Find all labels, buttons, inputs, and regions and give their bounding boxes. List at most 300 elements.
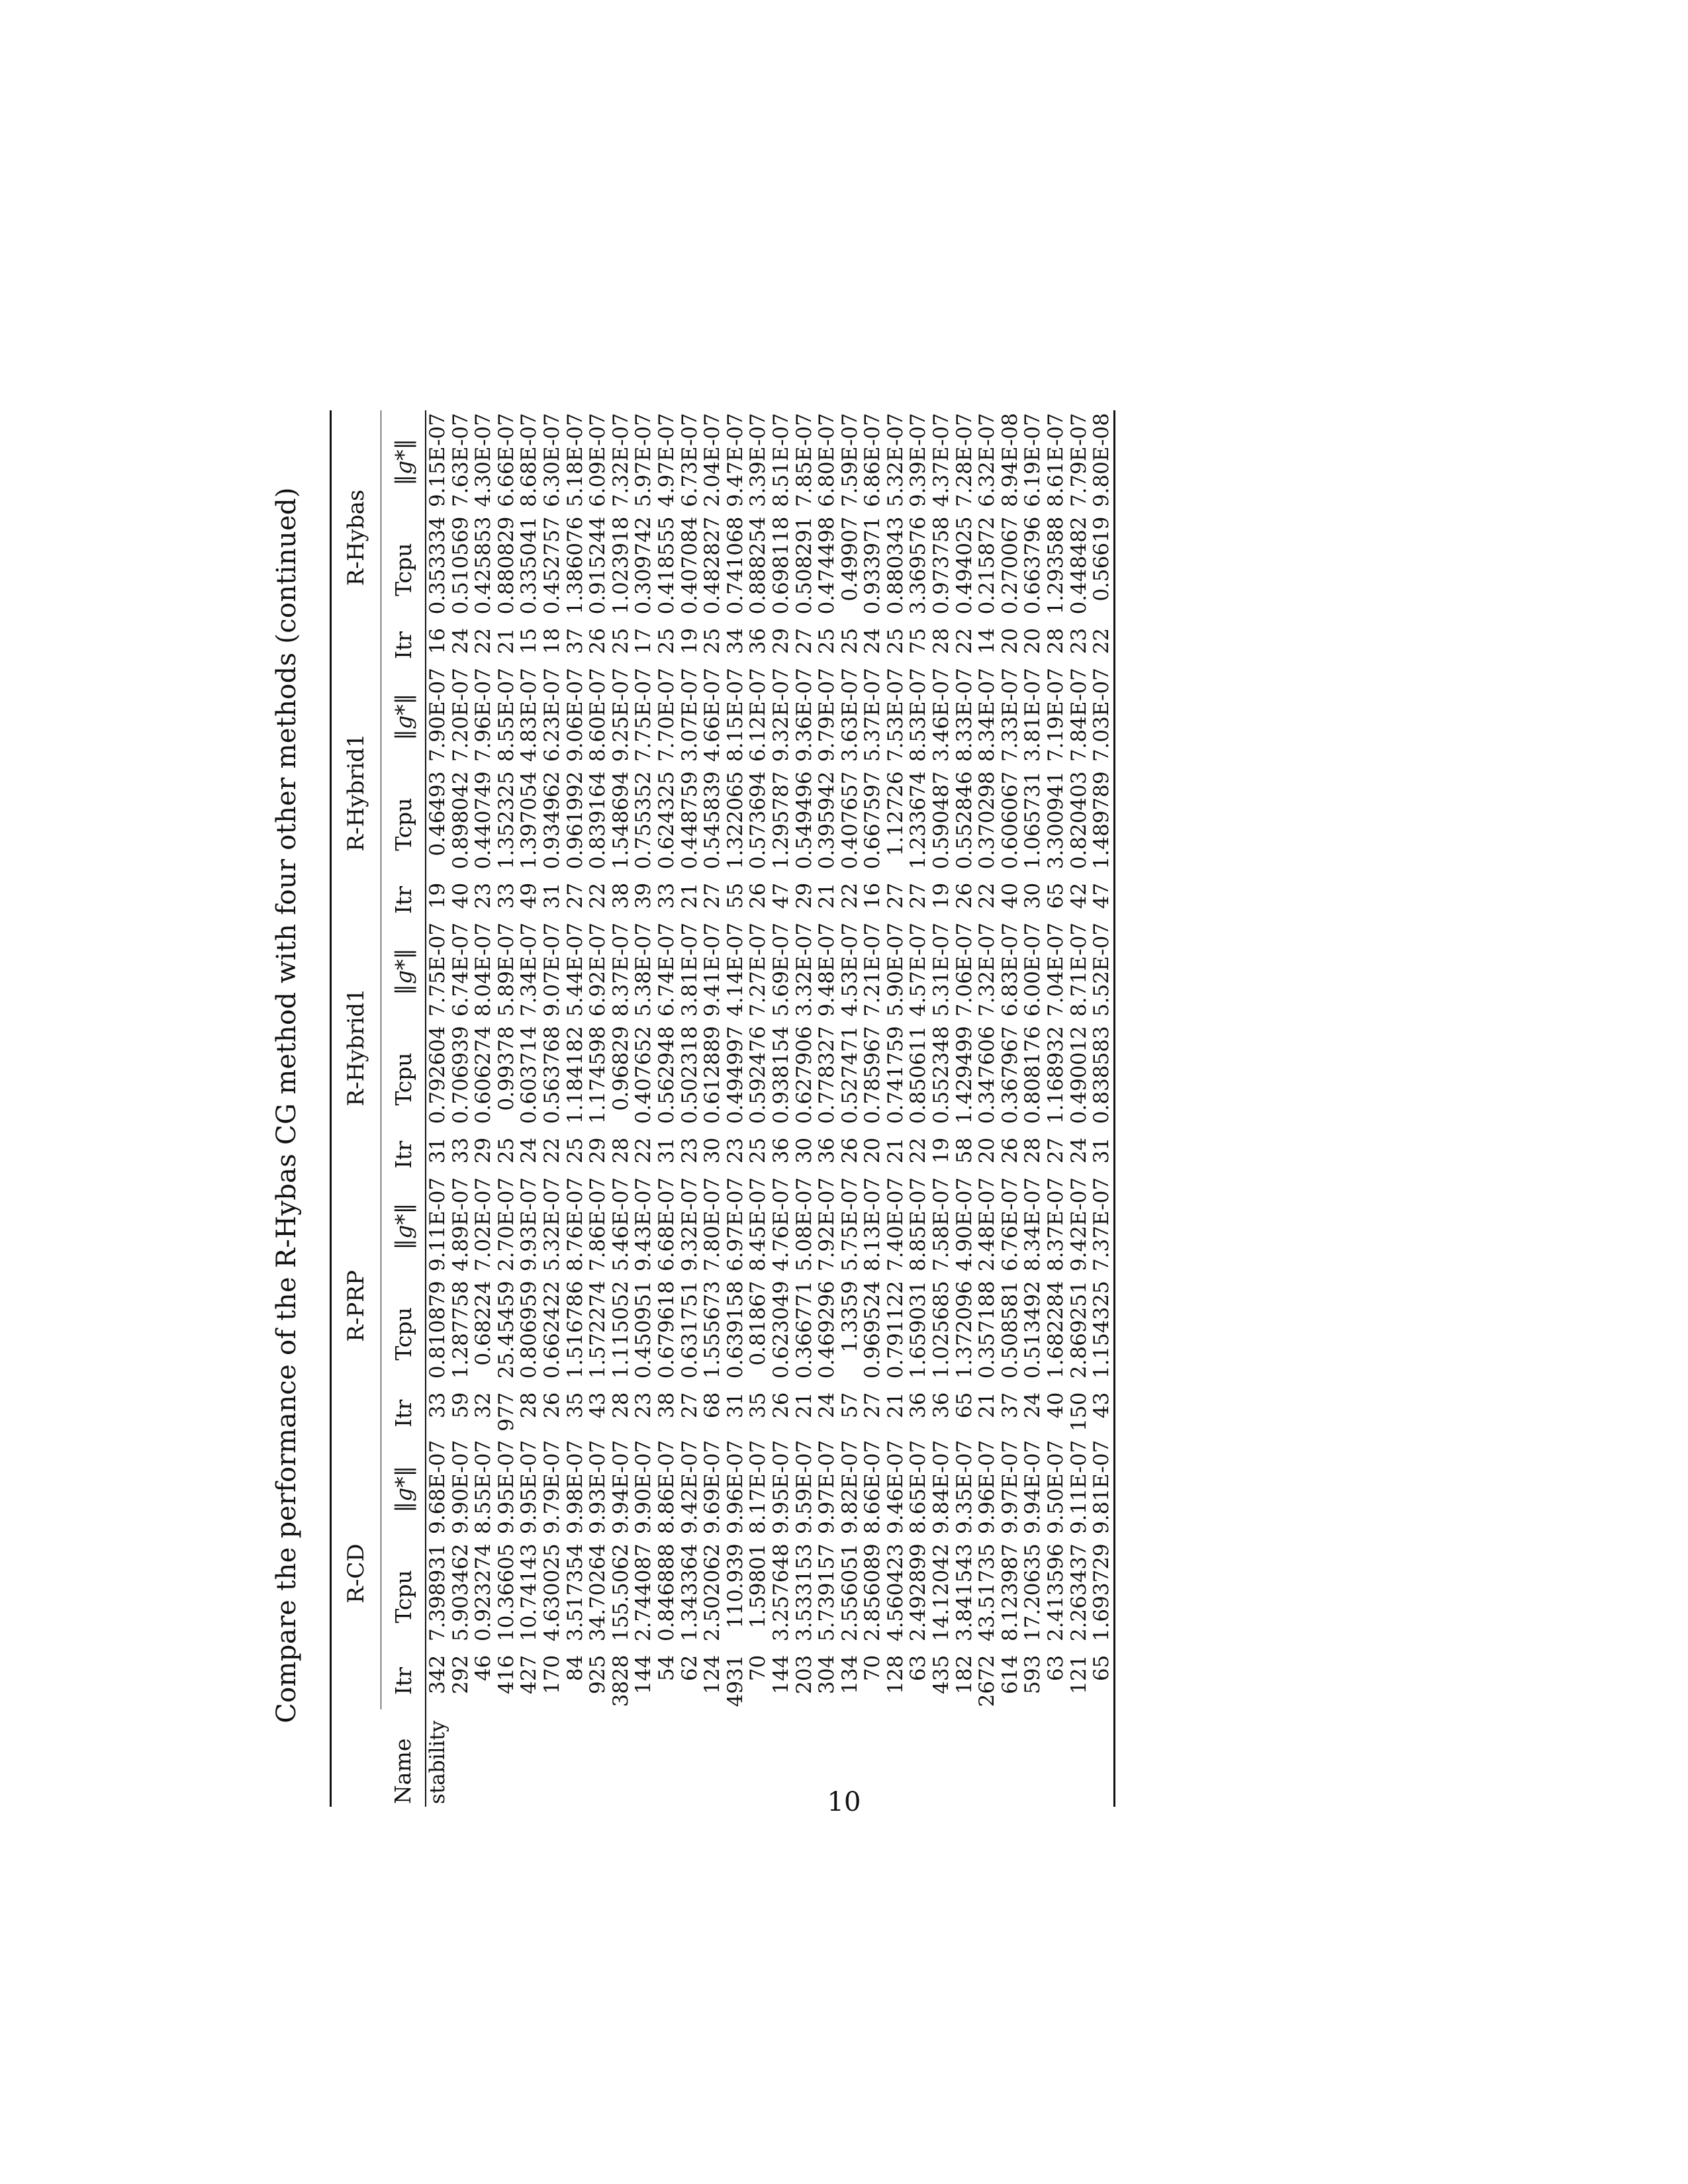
cell-gnorm: 4.53E-07 [837,922,862,1017]
table-row [953,410,976,1807]
cell-gnorm: 4.90E-07 [952,1177,976,1272]
cell-tcpu: 0.810879 [426,1281,449,1379]
cell-itr: 31 [654,1137,679,1164]
cell-tcpu: 0.407652 [632,1026,656,1124]
cell-itr: 203 [792,1655,816,1694]
cell-tcpu: 0.335041 [517,516,541,615]
cell-gnorm: 7.58E-07 [929,1177,954,1272]
cell-gnorm: 5.44E-07 [563,922,587,1017]
cell-gnorm: 8.86E-07 [654,1439,679,1534]
cell-gnorm: 9.06E-07 [563,668,587,762]
cell-itr: 36 [906,1392,931,1419]
cell-tcpu: 8.123987 [998,1543,1022,1642]
cell-tcpu: 1.293588 [1044,516,1068,615]
cell-tcpu: 1.682284 [1044,1281,1068,1379]
cell-itr: 3828 [608,1655,633,1707]
problem-name-cell: stability [426,1720,449,1804]
cell-itr: 19 [929,882,954,909]
table-row [930,410,953,1807]
cell-tcpu: 1.3359 [837,1281,862,1353]
subheader-itr-4: Itr [381,625,426,665]
group-header-rprp: R-PRP [331,1175,381,1437]
cell-gnorm: 7.86E-07 [586,1177,610,1272]
cell-itr: 26 [998,1137,1022,1164]
cell-gnorm: 7.96E-07 [471,668,496,762]
cell-tcpu: 0.347606 [975,1026,1000,1124]
cell-gnorm: 9.96E-07 [723,1439,747,1534]
cell-itr: 20 [975,1137,1000,1164]
table-caption: Compare the performance of the R-Hybas CG method with four other methods (continued) [271,487,302,1723]
page-number: 10 [827,1787,861,1817]
name-header: Name [381,1709,426,1807]
cell-gnorm: 7.75E-07 [426,922,449,1017]
cell-itr: 40 [998,882,1022,909]
table-row [861,410,884,1807]
cell-gnorm: 4.66E-07 [700,668,725,762]
cell-gnorm: 4.37E-07 [929,413,954,508]
cell-gnorm: 3.81E-07 [1021,668,1045,762]
cell-tcpu: 5.903462 [448,1543,473,1642]
cell-gnorm: 9.35E-07 [952,1439,976,1534]
cell-tcpu: 0.513492 [1021,1281,1045,1379]
cell-itr: 31 [426,1137,449,1164]
cell-gnorm: 9.50E-07 [1044,1439,1068,1534]
cell-gnorm: 9.25E-07 [608,668,633,762]
cell-itr: 27 [563,882,587,909]
cell-gnorm: 9.93E-07 [586,1439,610,1534]
cell-tcpu: 3.300941 [1044,771,1068,870]
cell-itr: 47 [1090,880,1114,920]
cell-tcpu: 0.482827 [700,516,725,615]
cell-tcpu: 0.527471 [837,1026,862,1124]
group-header-rhybrid1-a: R-Hybrid1 [331,920,381,1175]
cell-tcpu: 110.939 [723,1543,747,1629]
table-row [816,410,839,1807]
cell-itr: 47 [769,882,793,909]
cell-gnorm: 6.12E-07 [746,668,771,762]
cell-itr: 36 [746,627,771,655]
cell-itr: 35 [746,1392,771,1419]
cell-gnorm: 7.03E-07 [1090,665,1114,768]
subheader-itr-0: Itr [381,1653,426,1710]
cell-tcpu: 0.96829 [608,1026,633,1111]
cell-itr: 25 [746,1137,771,1164]
cell-tcpu: 0.808176 [1021,1026,1045,1124]
cell-tcpu: 0.839164 [586,771,610,870]
cell-itr: 26 [586,627,610,655]
cell-gnorm: 6.80E-07 [815,413,839,508]
cell-gnorm: 3.81E-07 [677,922,702,1017]
cell-itr: 24 [861,627,885,655]
cell-itr: 23 [632,1392,656,1419]
cell-gnorm: 7.20E-07 [448,668,473,762]
cell-itr: 22 [906,1137,931,1164]
cell-tcpu: 0.68224 [471,1281,496,1366]
cell-gnorm: 9.46E-07 [883,1439,908,1534]
cell-gnorm: 3.63E-07 [837,668,862,762]
cell-tcpu: 1.572274 [586,1281,610,1379]
cell-tcpu: 17.20635 [1021,1543,1045,1642]
cell-itr: 65 [1090,1653,1114,1710]
cell-tcpu: 0.706939 [448,1026,473,1124]
cell-gnorm: 7.53E-07 [883,668,908,762]
cell-gnorm: 8.37E-07 [608,922,633,1017]
cell-itr: 144 [632,1655,656,1694]
cell-itr: 121 [1066,1655,1091,1694]
cell-itr: 4931 [723,1655,747,1707]
cell-tcpu: 0.820403 [1066,771,1091,870]
cell-tcpu: 2.856089 [861,1543,885,1642]
cell-tcpu: 0.46493 [426,771,449,856]
cell-gnorm: 2.04E-07 [700,413,725,508]
cell-gnorm: 6.19E-07 [1021,413,1045,508]
cell-tcpu: 155.5062 [608,1543,633,1642]
cell-tcpu: 1.065731 [1021,771,1045,870]
table-row [518,410,541,1807]
cell-tcpu: 0.562948 [654,1026,679,1124]
cell-itr: 38 [654,1392,679,1419]
cell-itr: 29 [586,1137,610,1164]
cell-tcpu: 0.99378 [494,1026,518,1111]
table-row [1090,410,1114,1807]
group-header-rcd: R-CD [331,1437,381,1709]
cell-tcpu: 1.659031 [906,1281,931,1379]
cell-itr: 70 [861,1655,885,1682]
cell-itr: 128 [883,1655,908,1694]
cell-gnorm: 8.61E-07 [1044,413,1068,508]
cell-gnorm: 2.70E-07 [494,1177,518,1272]
cell-gnorm: 5.08E-07 [792,1177,816,1272]
cell-tcpu: 0.490012 [1066,1026,1091,1124]
cell-itr: 977 [494,1392,518,1432]
cell-gnorm: 3.39E-07 [746,413,771,508]
cell-tcpu: 1.555673 [700,1281,725,1379]
cell-gnorm: 9.80E-08 [1090,410,1114,514]
cell-itr: 24 [1021,1392,1045,1419]
cell-tcpu: 0.448759 [677,771,702,870]
cell-gnorm: 7.85E-07 [792,413,816,508]
cell-tcpu: 0.792604 [426,1026,449,1124]
cell-itr: 22 [632,1137,656,1164]
cell-gnorm: 8.04E-07 [471,922,496,1017]
cell-tcpu: 0.215872 [975,516,1000,615]
cell-gnorm: 7.27E-07 [746,922,771,1017]
cell-gnorm: 6.30E-07 [539,413,564,508]
cell-itr: 84 [563,1655,587,1682]
cell-itr: 23 [471,882,496,909]
cell-tcpu: 34.70264 [586,1543,610,1642]
cell-itr: 614 [998,1655,1022,1694]
table-row [449,410,473,1807]
subheader-itr-1: Itr [381,1390,426,1437]
cell-itr: 22 [586,882,610,909]
cell-tcpu: 1.12726 [883,771,908,856]
cell-tcpu: 0.667597 [861,771,885,870]
cell-tcpu: 0.549496 [792,771,816,870]
cell-tcpu: 4.560423 [883,1543,908,1642]
cell-tcpu: 43.51735 [975,1543,1000,1642]
cell-tcpu: 0.961992 [563,771,587,870]
cell-tcpu: 7.398931 [426,1543,449,1642]
cell-itr: 54 [654,1655,679,1682]
table-row [999,410,1022,1807]
cell-tcpu: 0.679618 [654,1281,679,1379]
cell-itr: 21 [815,882,839,909]
cell-itr: 40 [448,882,473,909]
cell-gnorm: 9.32E-07 [677,1177,702,1272]
cell-tcpu: 0.590487 [929,771,954,870]
cell-gnorm: 6.83E-07 [998,922,1022,1017]
table-row [564,410,587,1807]
cell-gnorm: 6.23E-07 [539,668,564,762]
cell-itr: 21 [792,1392,816,1419]
cell-tcpu: 0.969524 [861,1281,885,1379]
cell-tcpu: 2.869251 [1066,1281,1091,1379]
cell-gnorm: 6.92E-07 [586,922,610,1017]
cell-tcpu: 0.838583 [1090,1023,1114,1134]
group-header-row [331,410,381,1807]
cell-itr: 63 [906,1655,931,1682]
subheader-tcpu-3: Tcpu [381,768,426,880]
cell-tcpu: 0.367967 [998,1026,1022,1124]
cell-itr: 17 [632,627,656,655]
cell-tcpu: 1.397054 [517,771,541,870]
cell-tcpu: 0.850611 [906,1026,931,1124]
cell-itr: 37 [563,627,587,655]
cell-itr: 14 [975,627,1000,655]
cell-itr: 593 [1021,1655,1045,1694]
cell-tcpu: 1.352325 [494,771,518,870]
cell-gnorm: 7.04E-07 [1044,922,1068,1017]
cell-gnorm: 8.17E-07 [746,1439,771,1534]
cell-tcpu: 2.744087 [632,1543,656,1642]
cell-gnorm: 7.40E-07 [883,1177,908,1272]
cell-itr: 28 [608,1392,633,1419]
cell-tcpu: 2.556051 [837,1543,862,1642]
cell-tcpu: 0.452757 [539,516,564,615]
cell-gnorm: 5.32E-07 [883,413,908,508]
cell-tcpu: 0.357188 [975,1281,1000,1379]
table-row [884,410,908,1807]
cell-gnorm: 8.60E-07 [586,668,610,762]
cell-itr: 19 [677,627,702,655]
cell-tcpu: 0.639158 [723,1281,747,1379]
table-row [724,410,747,1807]
cell-itr: 342 [426,1655,449,1694]
cell-gnorm: 9.81E-07 [1090,1437,1114,1541]
cell-gnorm: 6.74E-07 [448,922,473,1017]
cell-tcpu: 0.440749 [471,771,496,870]
cell-gnorm: 9.97E-07 [815,1439,839,1534]
cell-gnorm: 5.18E-07 [563,413,587,508]
cell-itr: 27 [1044,1137,1068,1164]
cell-gnorm: 7.33E-07 [998,668,1022,762]
cell-gnorm: 7.19E-07 [1044,668,1068,762]
cell-tcpu: 3.517354 [563,1543,587,1642]
cell-tcpu: 0.880343 [883,516,908,615]
cell-tcpu: 0.552846 [952,771,976,870]
cell-itr: 24 [448,627,473,655]
cell-gnorm: 9.11E-07 [1066,1439,1091,1534]
cell-gnorm: 8.51E-07 [769,413,793,508]
cell-gnorm: 8.37E-07 [1044,1177,1068,1272]
subheader-tcpu-1: Tcpu [381,1278,426,1389]
cell-tcpu: 0.494997 [723,1026,747,1124]
cell-gnorm: 3.07E-07 [677,668,702,762]
cell-tcpu: 0.846888 [654,1543,679,1642]
cell-tcpu: 1.174598 [586,1026,610,1124]
cell-tcpu: 0.425853 [471,516,496,615]
cell-tcpu: 1.287758 [448,1281,473,1379]
cell-itr: 27 [700,882,725,909]
cell-itr: 16 [426,627,449,655]
cell-tcpu: 1.168932 [1044,1026,1068,1124]
cell-tcpu: 2.502062 [700,1543,725,1642]
cell-tcpu: 0.418555 [654,516,679,615]
cell-tcpu: 0.563768 [539,1026,564,1124]
cell-gnorm: 5.52E-07 [1090,920,1114,1023]
cell-itr: 43 [586,1392,610,1419]
cell-tcpu: 2.492899 [906,1543,931,1642]
cell-itr: 427 [517,1655,541,1694]
table-row [976,410,999,1807]
cell-gnorm: 9.42E-07 [1066,1177,1091,1272]
cell-itr: 21 [494,627,518,655]
cell-tcpu: 1.322065 [723,771,747,870]
cell-gnorm: 9.79E-07 [539,1439,564,1534]
cell-gnorm: 7.06E-07 [952,922,976,1017]
table-row [426,410,449,1807]
cell-gnorm: 5.32E-07 [539,1177,564,1272]
cell-itr: 124 [700,1655,725,1694]
cell-gnorm: 9.41E-07 [700,922,725,1017]
cell-tcpu: 0.933971 [861,516,885,615]
cell-tcpu: 3.257648 [769,1543,793,1642]
cell-itr: 33 [426,1392,449,1419]
cell-gnorm: 6.00E-07 [1021,922,1045,1017]
cell-itr: 39 [632,882,656,909]
cell-itr: 19 [426,882,449,909]
cell-itr: 925 [586,1655,610,1694]
cell-gnorm: 9.90E-07 [632,1439,656,1534]
cell-itr: 30 [700,1137,725,1164]
cell-itr: 21 [975,1392,1000,1419]
cell-itr: 31 [1090,1135,1114,1175]
cell-tcpu: 0.370298 [975,771,1000,870]
cell-gnorm: 9.98E-07 [563,1439,587,1534]
cell-gnorm: 7.32E-07 [975,922,1000,1017]
cell-itr: 36 [815,1137,839,1164]
cell-itr: 46 [471,1655,496,1682]
group-header-rhybas: R-Hybas [331,410,381,665]
cell-gnorm: 9.94E-07 [1021,1439,1045,1534]
cell-gnorm: 9.36E-07 [792,668,816,762]
cell-tcpu: 0.545839 [700,771,725,870]
cell-gnorm: 7.92E-07 [815,1177,839,1272]
cell-itr: 38 [608,882,633,909]
cell-gnorm: 5.37E-07 [861,668,885,762]
table-row [495,410,518,1807]
cell-itr: 24 [517,1137,541,1164]
cell-tcpu: 1.343364 [677,1543,702,1642]
cell-tcpu: 1.59801 [746,1543,771,1629]
table-body [426,410,1114,1807]
cell-gnorm: 2.48E-07 [975,1177,1000,1272]
cell-tcpu: 0.973758 [929,516,954,615]
cell-gnorm: 6.09E-07 [586,413,610,508]
cell-gnorm: 8.85E-07 [906,1177,931,1272]
cell-tcpu: 0.407084 [677,516,702,615]
table-row [472,410,495,1807]
cell-tcpu: 0.395942 [815,771,839,870]
cell-itr: 22 [975,882,1000,909]
cell-tcpu: 1.429499 [952,1026,976,1124]
cell-gnorm: 9.69E-07 [700,1439,725,1534]
cell-gnorm: 6.73E-07 [677,413,702,508]
cell-itr: 31 [539,882,564,909]
cell-itr: 20 [998,627,1022,655]
cell-tcpu: 0.309742 [632,516,656,615]
cell-gnorm: 6.76E-07 [998,1177,1022,1272]
cell-itr: 25 [563,1137,587,1164]
cell-itr: 23 [723,1137,747,1164]
cell-itr: 40 [1044,1392,1068,1419]
cell-itr: 28 [1044,627,1068,655]
subheader-gnorm-4: ‖g*‖ [381,410,426,514]
cell-gnorm: 9.96E-07 [975,1439,1000,1534]
cell-gnorm: 5.97E-07 [632,413,656,508]
cell-tcpu: 0.49907 [837,516,862,602]
cell-gnorm: 7.63E-07 [448,413,473,508]
cell-tcpu: 1.025685 [929,1281,954,1379]
cell-gnorm: 9.47E-07 [723,413,747,508]
cell-gnorm: 8.76E-07 [563,1177,587,1272]
cell-tcpu: 1.023918 [608,516,633,615]
cell-itr: 170 [539,1655,564,1694]
cell-tcpu: 1.233674 [906,771,931,870]
cell-gnorm: 8.55E-07 [494,668,518,762]
table-row [541,410,564,1807]
cell-tcpu: 0.502318 [677,1026,702,1124]
cell-tcpu: 0.606067 [998,771,1022,870]
cell-tcpu: 0.934962 [539,771,564,870]
cell-tcpu: 0.663796 [1021,516,1045,615]
cell-itr: 27 [906,882,931,909]
cell-itr: 36 [929,1392,954,1419]
sub-header-row [381,410,426,1807]
cell-itr: 26 [837,1137,862,1164]
cell-itr: 58 [952,1137,976,1164]
cell-itr: 59 [448,1392,473,1419]
cell-gnorm: 9.11E-07 [426,1177,449,1272]
subheader-tcpu-2: Tcpu [381,1023,426,1134]
cell-itr: 25 [654,627,679,655]
cell-tcpu: 0.508291 [792,516,816,615]
cell-gnorm: 7.02E-07 [471,1177,496,1272]
cell-tcpu: 25.45459 [494,1281,518,1379]
cell-gnorm: 5.89E-07 [494,922,518,1017]
cell-tcpu: 0.923274 [471,1543,496,1642]
cell-gnorm: 8.71E-07 [1066,922,1091,1017]
table-row [907,410,930,1807]
cell-gnorm: 9.84E-07 [929,1439,954,1534]
table-row [610,410,633,1807]
cell-itr: 304 [815,1655,839,1694]
cell-tcpu: 10.36605 [494,1543,518,1642]
cell-itr: 75 [906,627,931,655]
table-row [839,410,862,1807]
cell-tcpu: 0.81867 [746,1281,771,1366]
